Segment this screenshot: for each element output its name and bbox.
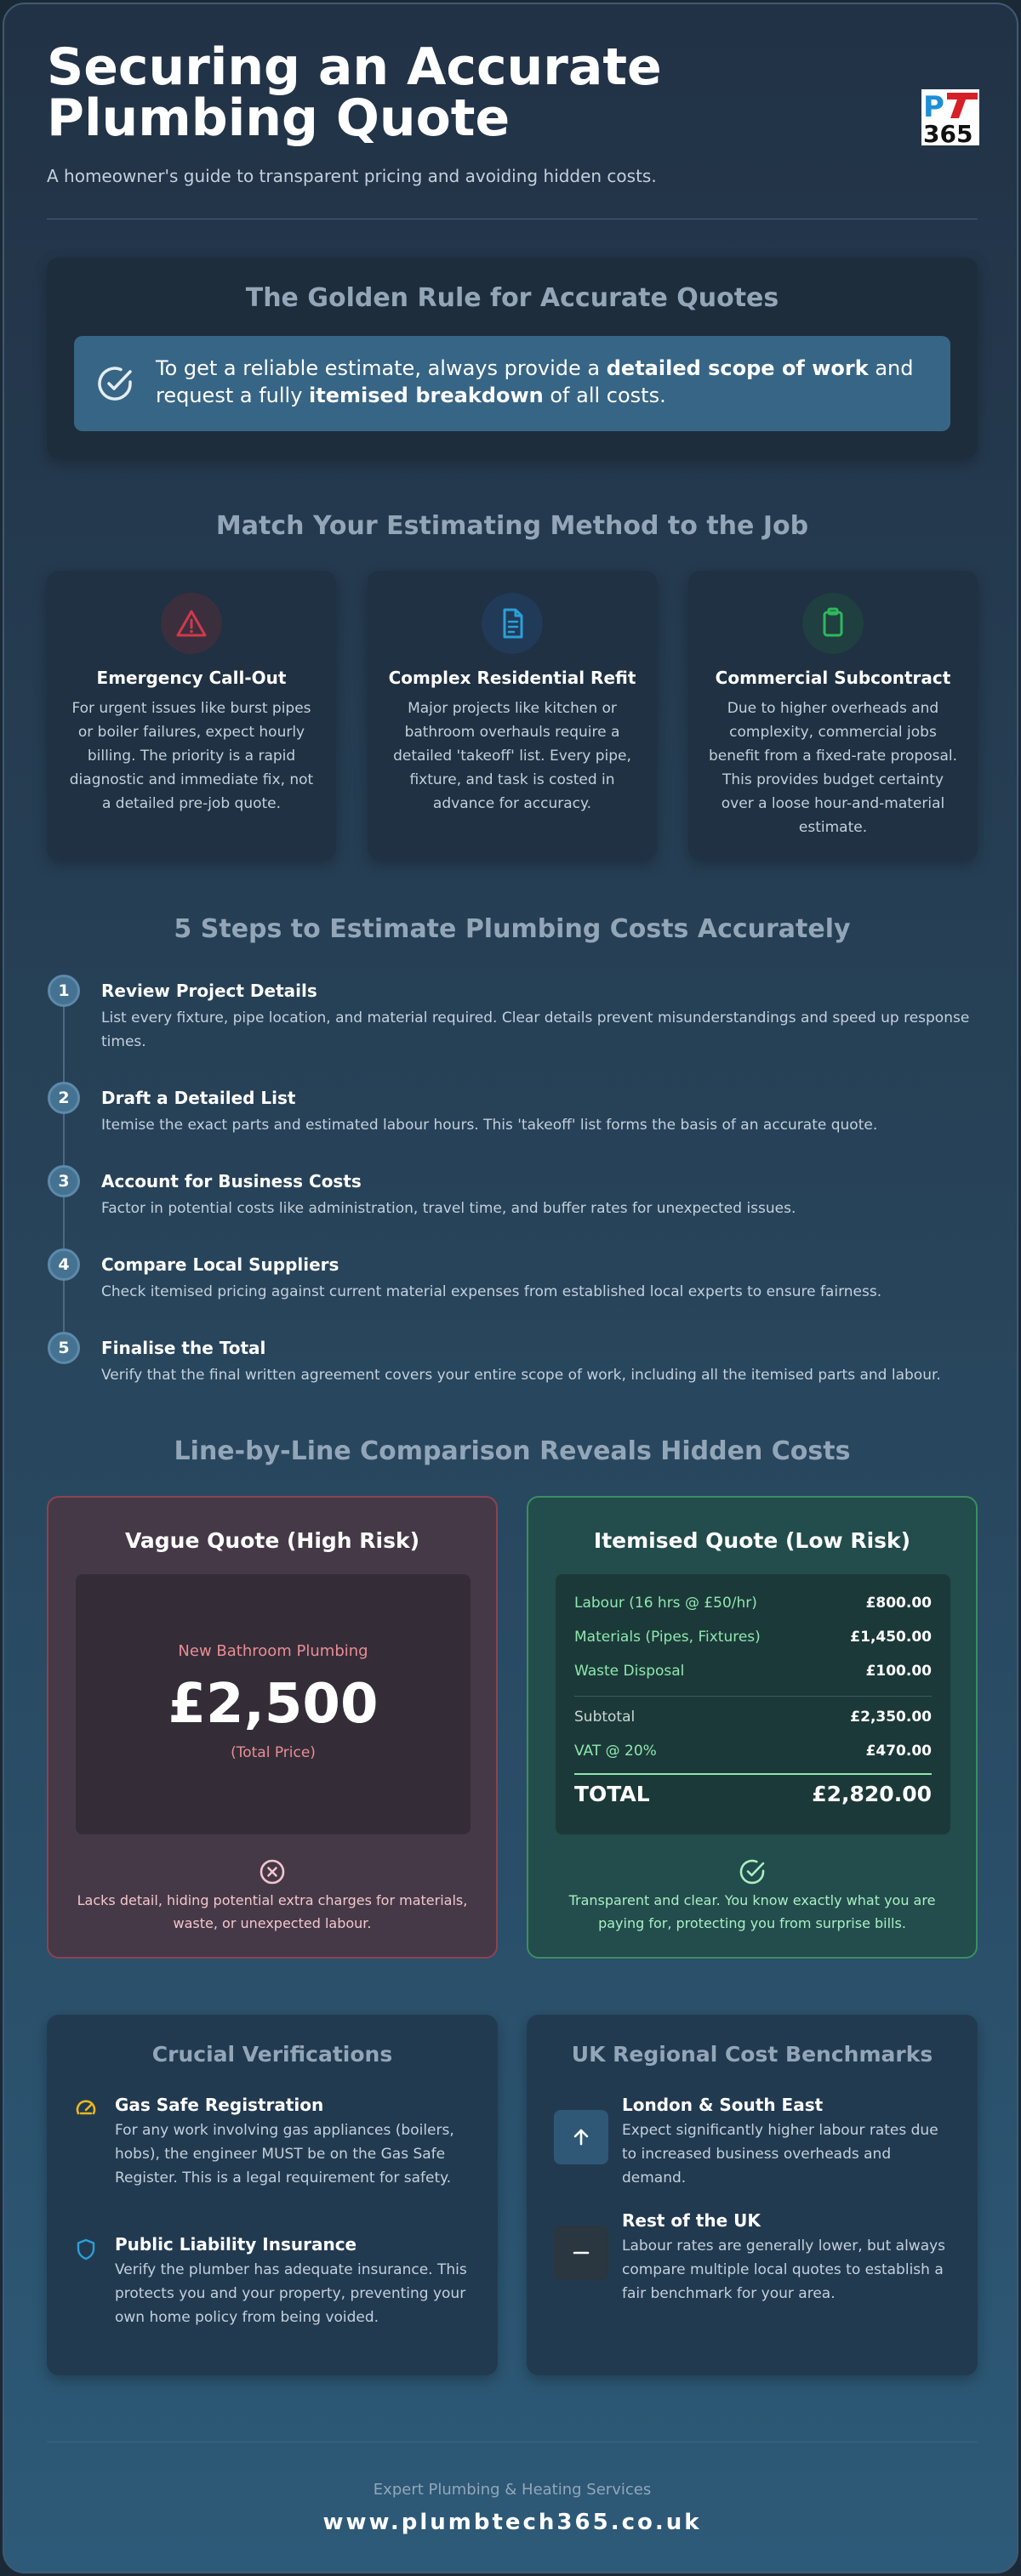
clipboard-icon xyxy=(802,593,864,654)
brand-logo xyxy=(921,89,979,145)
step-title: Finalise the Total xyxy=(101,1338,266,1358)
method-card-body: Due to higher overheads and complexity, commercial jobs benefit from a fixed-rate proposal. This provides budget certainty over a loose hour-and-material estimate. xyxy=(708,700,957,836)
step-body: Verify that the final written agreement covers your entire scope of work, including all the itemised parts and labour. xyxy=(101,1367,941,1384)
golden-rule-callout xyxy=(74,336,950,431)
vague-quote-price: £2,500 xyxy=(168,1673,379,1736)
benchmarks-card xyxy=(527,2015,978,2375)
verification-body: For any work involving gas appliances (boilers, hobs), the engineer MUST be on the Gas Safe Register. This is a legal requirement for safety. xyxy=(115,2122,454,2186)
method-card-residential xyxy=(368,571,657,860)
step-body: Itemise the exact parts and estimated labour hours. This 'takeoff' list forms the basis of an accurate quote. xyxy=(101,1117,878,1134)
verification-body: Verify the plumber has adequate insurance. This protects you and your property, preventing your own home policy from being voided. xyxy=(115,2261,467,2326)
vague-quote-note: (Total Price) xyxy=(231,1744,316,1761)
step-title: Compare Local Suppliers xyxy=(101,1254,339,1275)
comparison-title: Line-by-Line Comparison Reveals Hidden Costs xyxy=(174,1436,851,1466)
quote-line-total: TOTAL £2,820.00 xyxy=(574,1782,932,1806)
verifications-title: Crucial Verifications xyxy=(151,2042,393,2067)
logo-number: 365 xyxy=(923,120,973,145)
method-card-body: For urgent issues like burst pipes or boiler failures, expect hourly billing. The priority is a rapid diagnostic and immediate fix, not a detailed pre-job quote. xyxy=(69,700,314,812)
method-card-commercial xyxy=(688,571,978,860)
document-icon xyxy=(482,593,543,654)
check-circle-icon xyxy=(733,1853,771,1891)
quote-divider xyxy=(574,1696,932,1697)
itemised-quote-card xyxy=(527,1496,978,1959)
vague-quote-title: Vague Quote (High Risk) xyxy=(124,1528,420,1553)
footer-website-link[interactable]: www.plumbtech365.co.uk xyxy=(322,2510,702,2535)
check-circle-icon xyxy=(94,363,135,404)
step-title: Account for Business Costs xyxy=(101,1171,362,1191)
method-card-emergency xyxy=(47,571,336,860)
verification-title: Gas Safe Registration xyxy=(115,2095,324,2115)
vague-quote-card xyxy=(47,1496,498,1959)
itemised-quote-box xyxy=(556,1574,950,1834)
gas-gauge-icon xyxy=(74,2096,98,2120)
step-number: 1 xyxy=(48,975,80,1007)
method-card-title: Complex Residential Refit xyxy=(388,668,636,688)
itemised-quote-title: Itemised Quote (Low Risk) xyxy=(593,1528,911,1553)
warning-triangle-icon xyxy=(161,593,222,654)
itemised-quote-caption: Transparent and clear. You know exactly what you are paying for, protecting you from surprise bills. xyxy=(568,1892,936,1931)
benchmark-body: Expect significantly higher labour rates due to increased business overheads and demand. xyxy=(622,2122,938,2186)
golden-rule-title: The Golden Rule for Accurate Quotes xyxy=(245,283,779,313)
method-card-body: Major projects like kitchen or bathroom overhauls require a detailed 'takeoff' list. Every pipe, fixture, and task is costed in advance for accuracy. xyxy=(393,700,631,812)
quote-line-waste: Waste Disposal £100.00 xyxy=(574,1663,932,1680)
minus-icon xyxy=(554,2226,608,2280)
benchmarks-title: UK Regional Cost Benchmarks xyxy=(571,2042,933,2067)
step-body: Factor in potential costs like administration, travel time, and buffer rates for unexpected issues. xyxy=(101,1200,796,1217)
verification-title: Public Liability Insurance xyxy=(115,2234,357,2255)
step-number: 4 xyxy=(48,1248,80,1281)
quote-line-materials: Materials (Pipes, Fixtures) £1,450.00 xyxy=(574,1629,932,1646)
x-circle-icon xyxy=(254,1853,291,1891)
page-subtitle: A homeowner's guide to transparent pricing and avoiding hidden costs. xyxy=(47,166,657,186)
benchmark-title: Rest of the UK xyxy=(622,2210,761,2231)
quote-line-labour: Labour (16 hrs @ £50/hr) £800.00 xyxy=(574,1595,932,1612)
infographic-page xyxy=(3,3,1018,2573)
vague-quote-caption: Lacks detail, hiding potential extra charges for materials, waste, or unexpected labour. xyxy=(77,1892,468,1931)
methods-title: Match Your Estimating Method to the Job xyxy=(215,511,809,541)
step-body: List every fixture, pipe location, and material required. Clear details prevent misunderstandings and speed up response times. xyxy=(101,1009,970,1050)
method-card-title: Commercial Subcontract xyxy=(715,668,951,688)
arrow-up-icon xyxy=(554,2110,608,2164)
verifications-card xyxy=(47,2015,498,2375)
logo-letter-p: P xyxy=(923,90,944,124)
quote-line-subtotal: Subtotal £2,350.00 xyxy=(574,1709,932,1726)
benchmark-title: London & South East xyxy=(622,2095,824,2115)
step-title: Draft a Detailed List xyxy=(101,1088,296,1108)
step-number: 3 xyxy=(48,1165,80,1197)
vague-quote-box xyxy=(76,1574,471,1834)
golden-rule-text: To get a reliable estimate, always provide a detailed scope of work and request a fully itemised breakdown of all costs. xyxy=(156,356,914,407)
step-title: Review Project Details xyxy=(101,981,317,1001)
steps-title: 5 Steps to Estimate Plumbing Costs Accurately xyxy=(174,914,851,944)
footer-tagline: Expert Plumbing & Heating Services xyxy=(373,2481,652,2499)
step-body: Check itemised pricing against current material expenses from established local experts to ensure fairness. xyxy=(101,1283,882,1300)
quote-total-divider xyxy=(574,1773,932,1775)
quote-line-vat: VAT @ 20% £470.00 xyxy=(574,1743,932,1760)
page-title: Securing an Accurate Plumbing Quote xyxy=(47,37,662,148)
vague-quote-label: New Bathroom Plumbing xyxy=(178,1642,368,1660)
shield-icon xyxy=(74,2238,98,2261)
benchmark-body: Labour rates are generally lower, but always compare multiple local quotes to establish a fair benchmark for your area. xyxy=(622,2238,946,2302)
method-card-title: Emergency Call-Out xyxy=(96,668,287,688)
step-number: 5 xyxy=(48,1332,80,1364)
golden-rule-card xyxy=(47,258,978,458)
step-number: 2 xyxy=(48,1082,80,1114)
